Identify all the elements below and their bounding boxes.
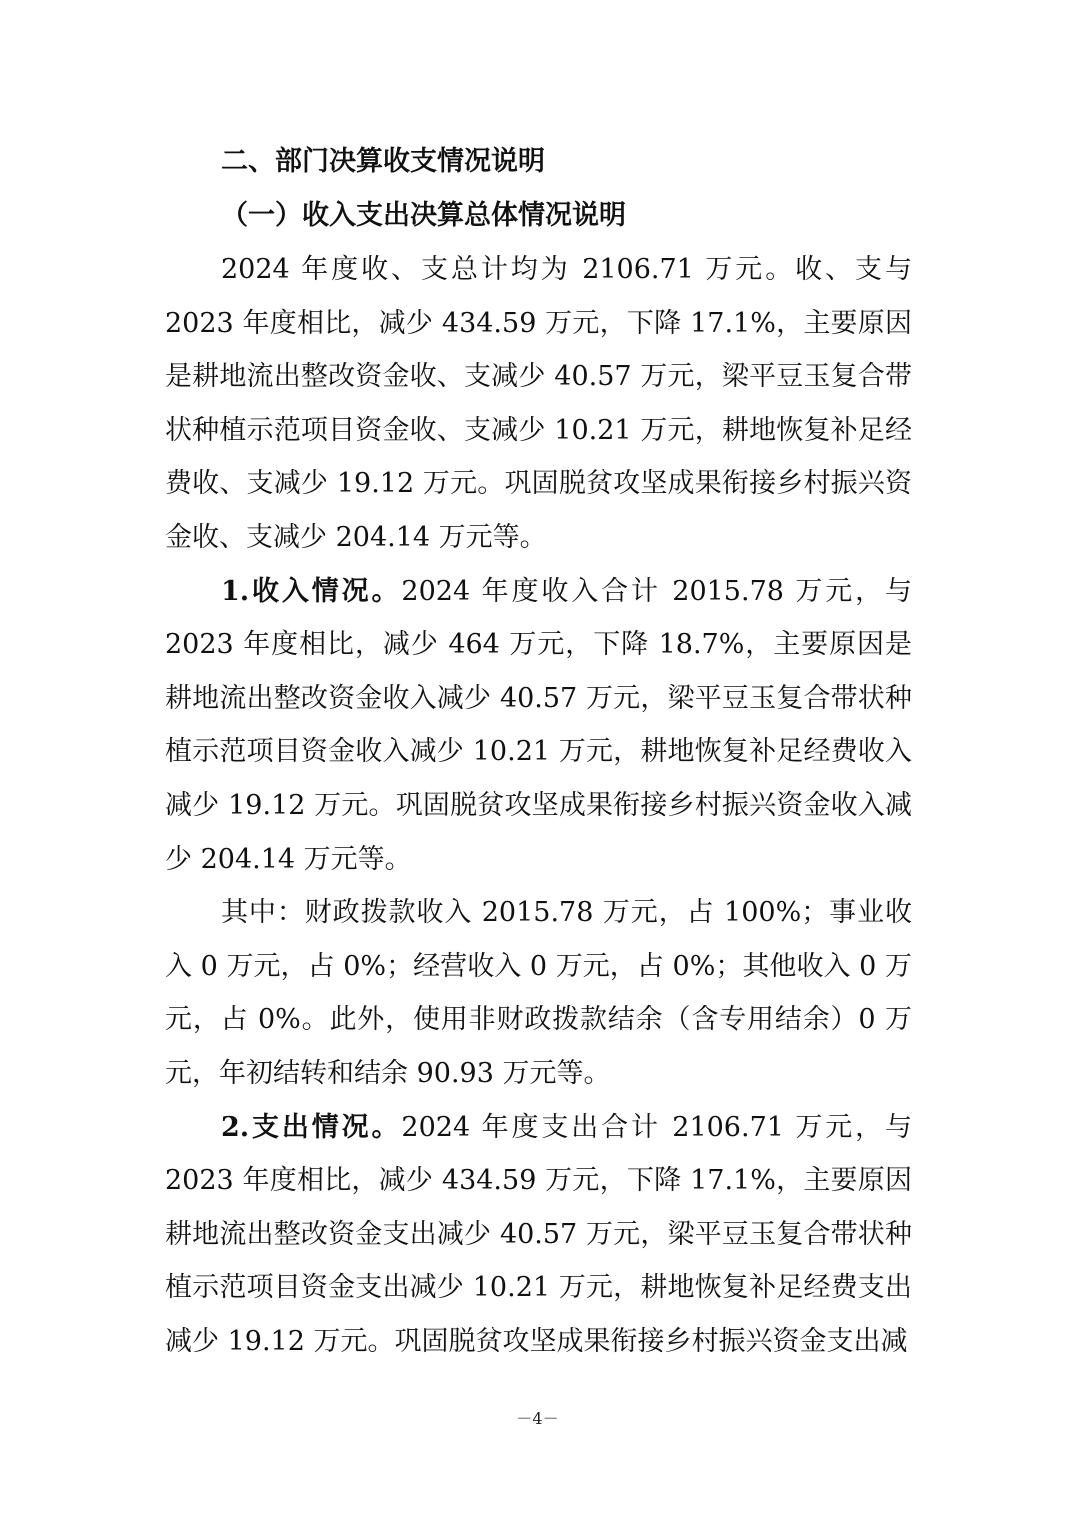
paragraph-expenditure — [165, 1101, 912, 1369]
paragraph-text: 2024 年度收入合计 2015.78 万元，与 2023 年度相比，减少 464 万元，下降 18.7%，主要原因是耕地流出整改资金收入减少 40.57 万元，梁平豆玉复合带状种植示范项目资金收入减少 10.21 万元，耕地恢复补足经费收入减少 19.12 万元。巩固脱贫攻坚成果衔接乡村振兴资金收入减少 204.14 万元等。 — [165, 575, 912, 875]
paragraph-text: 2024 年度收、支总计均为 2106.71 万元。收、支与 2023 年度相比，减少 434.59 万元，下降 17.1%，主要原因是耕地流出整改资金收、支减少 40.57 万元，梁平豆玉复合带状种植示范项目资金收、支减少 10.21 万元，耕地恢复补足经费收、支减少 19.12 万元。巩固脱贫攻坚成果衔接乡村振兴资金收、支减少 204.14 万元等。 — [165, 254, 912, 553]
paragraph-overview — [165, 243, 912, 565]
section-heading: 二、部门决算收支情况说明 — [221, 146, 545, 177]
page-number: －4－ — [516, 1409, 559, 1428]
paragraph-lead: 2.支出情况。 — [221, 1111, 402, 1143]
paragraph-income-breakdown — [165, 886, 912, 1100]
document-body — [165, 135, 912, 1368]
subsection-heading: （一）收入支出决算总体情况说明 — [221, 200, 626, 231]
paragraph-text: 2024 年度支出合计 2106.71 万元，与 2023 年度相比，减少 434.59 万元，下降 17.1%，主要原因耕地流出整改资金支出减少 40.57 万元，梁平豆玉复合带状种植示范项目资金支出减少 10.21 万元，耕地恢复补足经费支出减少 19.12 万元。巩固脱贫攻坚成果衔接乡村振兴资金支出减 — [165, 1111, 912, 1357]
paragraph-income — [165, 565, 912, 887]
paragraph-lead: 1.收入情况。 — [221, 575, 402, 607]
paragraph-text: 其中：财政拨款收入 2015.78 万元，占 100%；事业收入 0 万元，占 0%；经营收入 0 万元，占 0%；其他收入 0 万元，占 0%。此外，使用非财政拨款结余（含专用结余）0 万元，年初结转和结余 90.93 万元等。 — [165, 897, 912, 1089]
